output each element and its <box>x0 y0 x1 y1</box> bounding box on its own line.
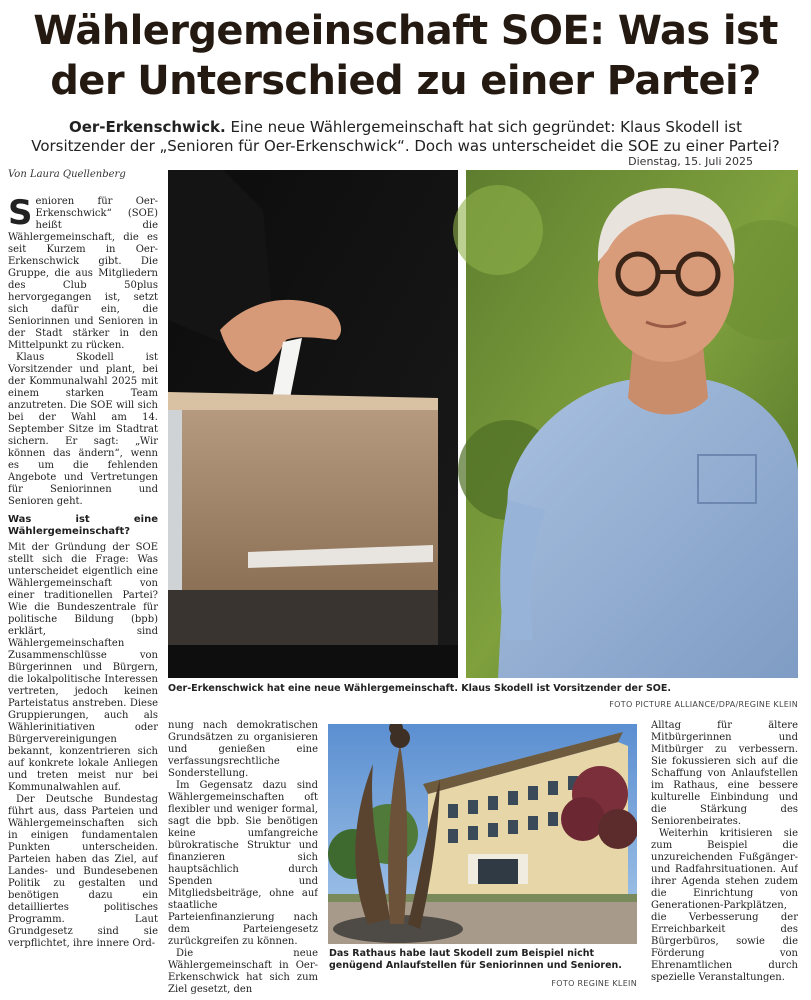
main-photo-caption: Oer-Erkenschwick hat eine neue Wählergemeinschaft. Klaus Skodell ist Vorsitzender der SOE. <box>168 683 671 694</box>
teaser <box>20 118 791 156</box>
rathaus-photo-caption: Das Rathaus habe laut Skodell zum Beispiel nicht genügend Anlaufstellen für Seniorinnen und Senioren. <box>329 948 622 971</box>
main-photo <box>168 170 798 678</box>
paragraph: Klaus Skodell ist Vorsitzender und plant, bei der Kommunalwahl 2025 mit einem starken Team anzutreten. Die SOE will sich bei der Wahl am 14. September Sitze im Stadtrat sichern. Er sagt: „Wir können das ändern“, wenn es um die fehlenden Angebote und Vertretungen für Seniorinnen und Senioren geht. <box>8 352 158 507</box>
paragraph: Mit der Gründung der SOE stellt sich die Frage: Was unterscheidet eigentlich eine Wählergemeinschaft von einer traditionellen Partei? Wie die Bundeszentrale für politische Bildung (bpb) erklärt, sind Wählergemeinschaften Zusammenschlüsse von Bürgerinnen und Bürgern, die lokalpolitische Interessen vertreten, jedoch keinen Parteistatus anstreben. Diese Gruppierungen, auch als Wählerinitiativen oder Bürgervereinigungen bekannt, konzentrieren sich auf konkrete lokale Anliegen und treten meist nur bei Kommunalwahlen auf. <box>8 542 158 793</box>
paragraph: Der Deutsche Bundestag führt aus, dass Parteien und Wählergemeinschaften sich in einigen fundamentalen Punkten unterscheiden. Parteien haben das Ziel, auf Landes- und Bundesebenen Politik zu gestalten und benötigen dazu ein detailliertes politisches Programm. Laut Grundgesetz sind sie verpflichtet, ihre innere Ord- <box>8 794 158 949</box>
paragraph: Im Gegensatz dazu sind Wählergemeinschaften oft flexibler und weniger formal, sagt die bpb. Sie benötigen keine umfangreiche bürokratische Struktur und finanzieren sich hauptsächlich durch Spenden und Mitgliedsbeiträge, ohne auf staatliche Parteienfinanzierung nach dem Parteiengesetz zurückgreifen zu können. <box>168 780 318 947</box>
intro-text: enioren für Oer-Erkenschwick“ (SOE) heißt die Wählergemeinschaft, die es seit Kurzem in Oer-Erkenschwick gibt. Die Gruppe, die aus Mitgliedern des Club 50plus hervorgegangen ist, setzt sich dafür ein, die Seniorinnen und Senioren in der Stadt stärker in den Mittelpunkt zu rücken. <box>8 196 158 351</box>
headline <box>0 6 811 106</box>
teaser-text: Eine neue Wählergemeinschaft hat sich gegründet: Klaus Skodell ist Vorsitzender der „Senioren für Oer-Erkenschwick“. Doch was unterscheidet die SOE zu einer Partei? <box>31 118 780 155</box>
article-column-2 <box>168 720 318 998</box>
article-column-1 <box>8 196 158 996</box>
article-column-3 <box>651 720 798 998</box>
paragraph: Alltag für ältere Mitbürgerinnen und Mitbürger zu verbessern. Sie fokussieren sich auf die Schaffung von Anlaufstellen im Rathaus, eine bessere kulturelle Einbindung und die Stärkung des Seniorenbeirates. <box>651 720 798 827</box>
paragraph: Die neue Wählergemeinschaft in Oer-Erkenschwick hat sich zum Ziel gesetzt, den <box>168 948 318 995</box>
author-byline: Von Laura Quellenberg <box>8 169 126 180</box>
drop-cap: S <box>8 196 33 233</box>
main-photo-image <box>168 170 798 678</box>
intro-paragraph <box>8 196 158 352</box>
subheading: Was ist eine Wählergemeinschaft? <box>8 514 158 537</box>
rathaus-photo-image <box>328 724 637 944</box>
rathaus-photo <box>328 724 637 944</box>
publication-date: Dienstag, 15. Juli 2025 <box>628 155 753 168</box>
paragraph: Weiterhin kritisieren sie zum Beispiel die unzureichenden Fußgänger- und Radfahrsituationen. Auf ihrer Agenda stehen zudem die Einrichtung von Generationen-Parkplätzen, die Verbesserung der Erreichbarkeit des Bürgerbüros, sowie die Förderung von Ehrenamtlichen durch spezielle Veranstaltungen. <box>651 828 798 983</box>
headline-line-2: der Unterschied zu einer Partei? <box>50 58 761 104</box>
rathaus-photo-credit: FOTO REGINE KLEIN <box>551 979 637 988</box>
headline-line-1: Wählergemeinschaft SOE: Was ist <box>33 8 778 54</box>
paragraph: nung nach demokratischen Grundsätzen zu organisieren und genießen eine verfassungsrechtliche Sonderstellung. <box>168 720 318 779</box>
teaser-location: Oer-Erkenschwick. <box>68 118 226 136</box>
main-photo-credit: FOTO PICTURE ALLIANCE/DPA/REGINE KLEIN <box>609 700 798 709</box>
